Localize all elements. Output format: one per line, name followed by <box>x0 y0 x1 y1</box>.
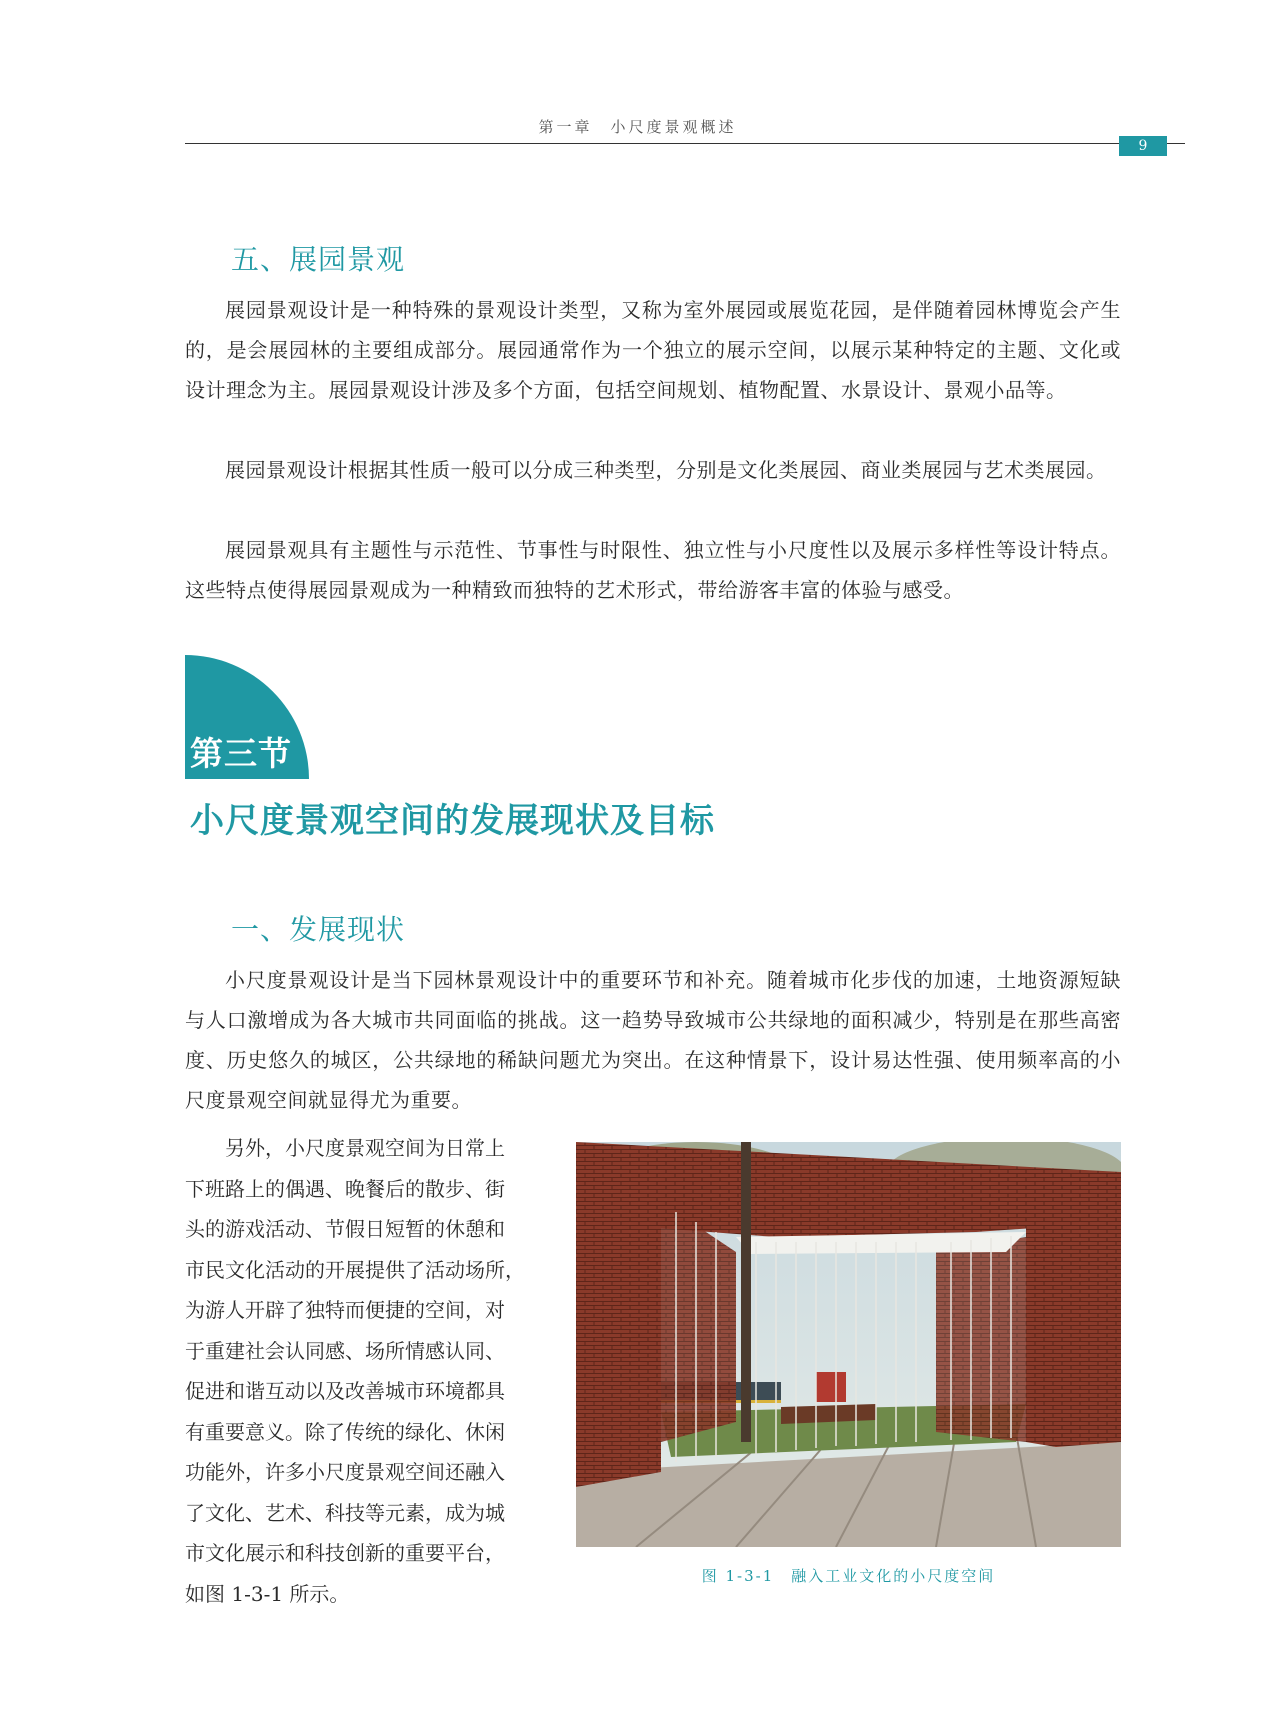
text-line: 如图 1-3-1 所示。 <box>185 1581 350 1606</box>
text-line: 另外，小尺度景观空间为日常上 <box>185 1136 505 1160</box>
text-line: 于重建社会认同感、场所情感认同、 <box>185 1338 505 1363</box>
text-line: 为游人开辟了独特而便捷的空间，对 <box>185 1298 505 1322</box>
text-line: 市民文化活动的开展提供了活动场所， <box>185 1257 525 1282</box>
figure-photo-brick-pavilion <box>576 1142 1121 1547</box>
header-rule <box>185 143 1185 144</box>
side-text <box>185 1128 545 1614</box>
text-line: 促进和谐互动以及改善城市环境都具 <box>185 1379 505 1403</box>
paragraph: 展园景观具有主题性与示范性、节事性与时限性、独立性与小尺度性以及展示多样性等设计特点。这些特点使得展园景观成为一种精致而独特的艺术形式，带给游客丰富的体验与感受。 <box>185 538 1121 602</box>
text-line: 头的游戏活动、节假日短暂的休憩和 <box>185 1217 505 1241</box>
text-line: 下班路上的偶遇、晚餐后的散步、街 <box>185 1176 505 1201</box>
section-heading-exhibition-garden: 五、展园景观 <box>231 243 406 276</box>
paragraph: 展园景观设计根据其性质一般可以分成三种类型，分别是文化类展园、商业类展园与艺术类展园。 <box>225 458 1107 482</box>
page-number: 9 <box>1119 136 1167 156</box>
section-title: 小尺度景观空间的发展现状及目标 <box>190 801 715 841</box>
paragraph: 小尺度景观设计是当下园林景观设计中的重要环节和补充。随着城市化步伐的加速，土地资源短缺与人口激增成为各大城市共同面临的挑战。这一趋势导致城市公共绿地的面积减少，特别是在那些高密度、历史悠久的城区，公共绿地的稀缺问题尤为突出。在这种情景下，设计易达性强、使用频率高的小尺度景观空间就显得尤为重要。 <box>185 968 1121 1112</box>
text-line: 功能外，许多小尺度景观空间还融入 <box>185 1460 505 1484</box>
subsection-heading-status: 一、发展现状 <box>231 913 406 946</box>
figure-caption: 图 1-3-1 融入工业文化的小尺度空间 <box>701 1567 996 1585</box>
running-head: 第一章 小尺度景观概述 <box>538 118 737 136</box>
section-badge-label: 第三节 <box>190 734 292 773</box>
text-line: 有重要意义。除了传统的绿化、休闲 <box>185 1419 505 1444</box>
text-line: 市文化展示和科技创新的重要平台， <box>185 1541 505 1565</box>
text-line: 了文化、艺术、科技等元素，成为城 <box>185 1500 505 1525</box>
paragraph: 展园景观设计是一种特殊的景观设计类型，又称为室外展园或展览花园，是伴随着园林博览会产生的，是会展园林的主要组成部分。展园通常作为一个独立的展示空间，以展示某种特定的主题、文化或设计理念为主。展园景观设计涉及多个方面，包括空间规划、植物配置、水景设计、景观小品等。 <box>185 298 1121 402</box>
brick-pavilion-illustration <box>576 1142 1121 1547</box>
